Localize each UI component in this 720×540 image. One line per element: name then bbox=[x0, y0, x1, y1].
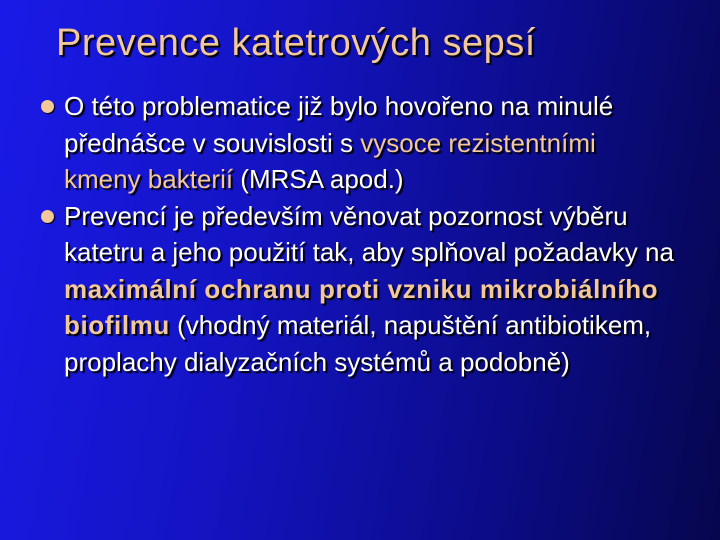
bullet-2-text-a: Prevencí je především věnovat pozornost výběru katetru a jeho použití tak, aby splňoval požadavky na bbox=[64, 200, 674, 267]
slide-title: Prevence katetrových sepsí bbox=[56, 22, 536, 64]
bullet-2-text-b: (vhodný materiál, napuštění antibiotikem, proplachy dialyzačních systémů a podobně) bbox=[64, 310, 652, 377]
bullet-1-highlight: vysoce rezistentními kmeny bakterií bbox=[64, 127, 596, 194]
bullet-2-highlight: maximální ochranu proti vzniku mikrobiálního biofilmu bbox=[64, 273, 659, 340]
bullet-1-text-b: (MRSA apod.) bbox=[233, 164, 404, 194]
bullet-1-text-a: O této problematice již bylo hovořeno na minulé přednášce v souvislosti s bbox=[64, 91, 614, 158]
bullet-dot-icon bbox=[41, 210, 54, 223]
bullet-list bbox=[38, 88, 678, 380]
bullet-dot-icon bbox=[41, 100, 54, 113]
bullet-item-2 bbox=[38, 198, 678, 381]
bullet-item-1 bbox=[38, 88, 678, 198]
